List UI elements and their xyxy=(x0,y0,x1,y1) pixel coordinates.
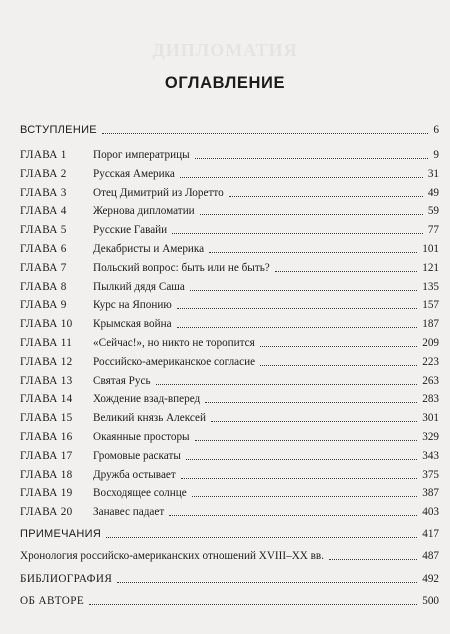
chapter-number: ГЛАВА 6 xyxy=(20,243,67,255)
chapter-page-number: 223 xyxy=(422,355,439,368)
chapter-page-number: 343 xyxy=(422,449,439,462)
dot-leader xyxy=(205,402,417,403)
toc-entry-intro xyxy=(20,122,439,138)
chapter-title: Громовые раскаты xyxy=(93,449,181,462)
chapter-number: ГЛАВА 12 xyxy=(20,355,73,368)
dot-leader xyxy=(195,158,429,159)
chapter-number: ГЛАВА 10 xyxy=(20,318,73,331)
back-matter-page-number: 492 xyxy=(422,573,439,585)
back-matter-label: ОБ АВТОРЕ xyxy=(20,595,85,607)
dot-leader xyxy=(195,440,418,441)
chapter-title: Окаянные просторы xyxy=(93,431,190,443)
chapter-page-number: 121 xyxy=(422,261,439,274)
chapter-page-number: 31 xyxy=(427,167,439,180)
dot-leader xyxy=(186,459,417,460)
toc-entry-chapter xyxy=(20,354,439,370)
chapter-title: Хождение взад-вперед xyxy=(93,393,201,406)
dot-leader xyxy=(102,133,429,134)
dot-leader xyxy=(177,308,418,309)
dot-leader xyxy=(260,365,417,366)
dot-leader xyxy=(200,214,423,215)
chapter-number: ГЛАВА 13 xyxy=(20,374,73,387)
chapter-number: ГЛАВА 17 xyxy=(20,449,73,462)
back-matter-label: Хронология российско-американских отношений XVIII–XX вв. xyxy=(20,550,325,562)
chapter-page-number: 77 xyxy=(427,224,439,237)
chapter-title: Дружба остывает xyxy=(93,468,176,481)
chapter-page-number: 387 xyxy=(422,487,439,500)
toc-entry-chapter xyxy=(20,448,439,464)
toc-entry-chapter xyxy=(20,391,439,407)
toc-entry-chapter xyxy=(20,485,439,501)
chapter-page-number: 59 xyxy=(427,205,439,218)
chapter-number: ГЛАВА 4 xyxy=(20,205,67,218)
toc-entry-chapter xyxy=(20,429,439,445)
chapter-page-number: 301 xyxy=(422,412,439,425)
chapter-page-number: 9 xyxy=(433,149,439,161)
chapter-number: ГЛАВА 1 xyxy=(20,149,67,161)
chapter-page-number: 283 xyxy=(422,393,439,406)
back-matter-page-number: 500 xyxy=(422,595,439,607)
chapter-number: ГЛАВА 18 xyxy=(20,468,73,481)
toc-entry-chapter xyxy=(20,241,439,257)
dot-leader xyxy=(172,233,423,234)
chapter-page-number: 187 xyxy=(422,318,439,331)
chapter-page-number: 101 xyxy=(422,243,439,255)
chapter-number: ГЛАВА 5 xyxy=(20,224,67,237)
dot-leader xyxy=(169,515,417,516)
toc-entry-chapter xyxy=(20,279,439,295)
toc-entry-chapter xyxy=(20,222,439,238)
dot-leader xyxy=(117,582,417,583)
chapter-number: ГЛАВА 2 xyxy=(20,167,67,180)
toc-entry-back-matter xyxy=(20,571,439,587)
chapter-title: Жернова дипломатии xyxy=(93,205,195,218)
chapter-number: ГЛАВА 9 xyxy=(20,299,67,312)
chapter-title: Русские Гавайи xyxy=(93,224,168,237)
toc-entry-back-matter xyxy=(20,526,439,542)
toc-entry-back-matter xyxy=(20,548,439,564)
chapter-title: Святая Русь xyxy=(93,374,151,387)
chapter-page-number: 329 xyxy=(422,431,439,443)
chapter-page-number: 403 xyxy=(422,506,439,519)
chapter-title: Великий князь Алексей xyxy=(93,412,206,425)
intro-label: ВСТУПЛЕНИЕ xyxy=(20,124,97,136)
toc-entry-chapter xyxy=(20,297,439,313)
back-matter-page-number: 417 xyxy=(422,528,439,540)
dot-leader xyxy=(209,252,417,253)
toc-entry-chapter xyxy=(20,185,439,201)
page-title: ОГЛАВЛЕНИЕ xyxy=(164,74,286,92)
toc-entry-chapter xyxy=(20,147,439,163)
chapter-title: Российско-американское согласие xyxy=(93,355,256,368)
chapter-title: Русская Америка xyxy=(93,167,175,180)
toc-entry-chapter xyxy=(20,335,439,351)
back-matter-label: ПРИМЕЧАНИЯ xyxy=(20,528,102,540)
dot-leader xyxy=(177,327,418,328)
toc-entry-chapter xyxy=(20,166,439,182)
dot-leader xyxy=(260,346,417,347)
dot-leader xyxy=(329,559,417,560)
chapter-number: ГЛАВА 11 xyxy=(20,337,73,349)
chapter-page-number: 209 xyxy=(422,337,439,349)
dot-leader xyxy=(192,496,418,497)
chapter-title: Порог императрицы xyxy=(93,149,190,161)
dot-leader xyxy=(190,290,417,291)
chapter-page-number: 263 xyxy=(422,374,439,387)
chapter-number: ГЛАВА 20 xyxy=(20,506,73,519)
chapter-title: Декабристы и Америка xyxy=(93,243,205,255)
chapter-title: Польский вопрос: быть или не быть? xyxy=(93,261,270,274)
chapter-number: ГЛАВА 8 xyxy=(20,280,67,293)
toc-entry-chapter xyxy=(20,467,439,483)
chapter-number: ГЛАВА 16 xyxy=(20,431,73,443)
back-matter-label: БИБЛИОГРАФИЯ xyxy=(20,573,113,585)
chapter-number: ГЛАВА 7 xyxy=(20,261,67,274)
dot-leader xyxy=(275,271,417,272)
dot-leader xyxy=(211,421,417,422)
chapter-page-number: 157 xyxy=(422,299,439,312)
chapter-title: Отец Димитрий из Лоретто xyxy=(93,186,224,199)
faded-running-header: ДИПЛОМАТИЯ xyxy=(152,40,298,60)
toc-entry-chapter xyxy=(20,373,439,389)
chapter-title: Занавес падает xyxy=(93,506,165,519)
chapter-title: Курс на Японию xyxy=(93,299,172,312)
dot-leader xyxy=(89,604,417,605)
toc-entry-chapter xyxy=(20,410,439,426)
toc-entry-back-matter xyxy=(20,593,439,609)
dot-leader xyxy=(156,384,418,385)
chapter-title: Крымская война xyxy=(93,318,172,331)
toc-entry-chapter xyxy=(20,203,439,219)
dot-leader xyxy=(180,177,423,178)
chapter-number: ГЛАВА 19 xyxy=(20,487,73,500)
toc-entry-chapter xyxy=(20,316,439,332)
chapter-number: ГЛАВА 3 xyxy=(20,186,67,199)
chapter-page-number: 49 xyxy=(427,186,439,199)
toc-entry-chapter xyxy=(20,504,439,520)
intro-page-number: 6 xyxy=(433,124,439,136)
back-matter-page-number: 487 xyxy=(422,550,439,562)
dot-leader xyxy=(229,196,423,197)
chapter-number: ГЛАВА 15 xyxy=(20,412,73,425)
chapter-title: Пылкий дядя Саша xyxy=(93,280,185,293)
chapter-title: Восходящее солнце xyxy=(93,487,187,500)
chapter-number: ГЛАВА 14 xyxy=(20,393,73,406)
chapter-page-number: 135 xyxy=(422,280,439,293)
chapter-page-number: 375 xyxy=(422,468,439,481)
chapter-title: «Сейчас!», но никто не торопится xyxy=(93,337,255,349)
dot-leader xyxy=(181,478,417,479)
toc-entry-chapter xyxy=(20,260,439,276)
dot-leader xyxy=(106,537,417,538)
